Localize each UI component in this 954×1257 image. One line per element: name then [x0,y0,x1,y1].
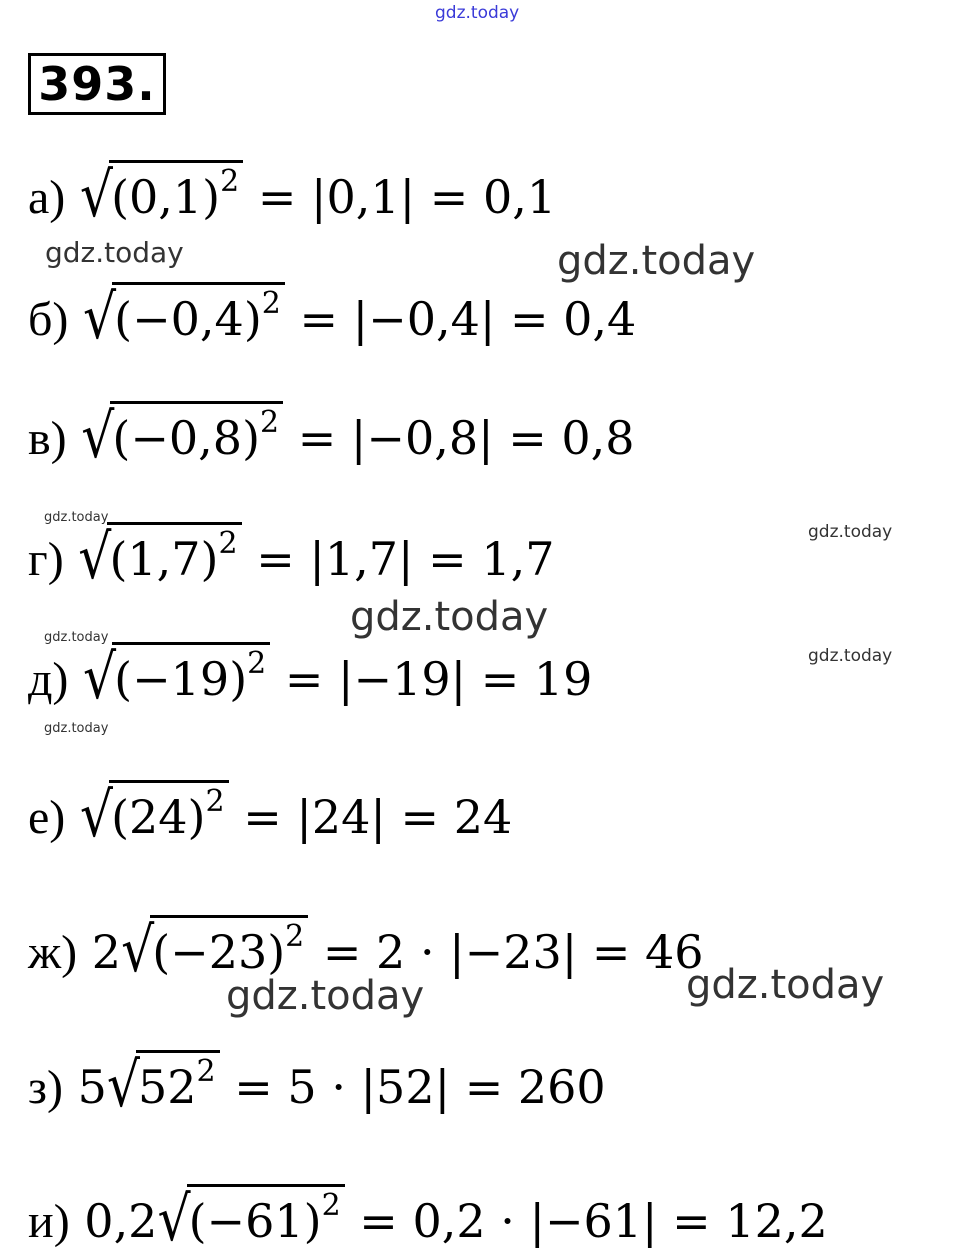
equation-rest: = 0,2 · |−61| = 12,2 [344,1194,828,1248]
sqrt-icon: √ [79,160,114,232]
equation-rest: = 2 · |−23| = 46 [308,925,704,979]
equation-rest: = |−0,8| = 0,8 [283,411,635,465]
item-label: е) [28,791,66,844]
radicand: $(-0,4)^2$ [112,282,285,342]
radicand: $(-61)^2$ [187,1184,345,1244]
watermark: gdz.today [44,721,109,736]
solution-line-d [28,522,555,594]
equation-rest: = |−0,4| = 0,4 [284,292,637,346]
solution-line-g [28,915,704,987]
equation-rest: = 5 · |52| = 260 [219,1060,606,1114]
item-label: и) [28,1195,70,1248]
watermark: gdz.today [44,510,109,525]
sqrt-icon: √ [157,1184,191,1256]
solution-line-e [28,642,593,714]
problem-number: 393. [28,53,166,115]
sqrt-icon: √ [83,282,117,354]
sqrt-icon: √ [121,915,155,987]
item-label: а) [28,171,66,224]
item-label: з) [28,1061,63,1114]
equation-rest: = |−19| = 19 [270,652,593,706]
coefficient: 2 [91,925,122,979]
radicand: $(-0,8)^2$ [110,401,283,461]
watermark: gdz.today [808,646,893,666]
solution-line-c [28,401,635,473]
solution-line-b [28,282,637,354]
solution-line-h [28,1050,606,1122]
radicand: $(0,1)^2$ [109,160,243,220]
equation-rest: = |1,7| = 1,7 [241,532,555,586]
sqrt-icon: √ [81,401,115,473]
watermark: gdz.today [45,236,184,269]
item-label: г) [28,533,64,586]
watermark: gdz.today [226,973,425,1019]
solution-line-f [28,780,513,852]
item-label: в) [28,412,67,465]
sqrt-icon: √ [78,522,112,594]
watermark: gdz.today [808,522,893,542]
radicand: $52^2$ [136,1050,220,1110]
item-label: ж) [28,926,78,979]
item-label: б) [28,293,69,346]
solution-line-i [28,1184,828,1256]
sqrt-icon: √ [106,1050,140,1122]
watermark: gdz.today [686,962,885,1008]
radicand: $(-23)^2$ [150,915,308,975]
radicand: $(24)^2$ [109,780,229,840]
equation-rest: = |24| = 24 [228,790,513,844]
watermark: gdz.today [557,238,756,284]
watermark: gdz.today [435,3,520,23]
solution-line-a [28,160,557,232]
radicand: $(-19)^2$ [112,642,270,702]
coefficient: 5 [77,1060,107,1114]
sqrt-icon: √ [79,780,114,852]
watermark: gdz.today [44,630,109,645]
item-label: д) [28,653,69,706]
watermark: gdz.today [350,594,549,640]
coefficient: 0,2 [84,1194,158,1248]
sqrt-icon: √ [83,642,117,714]
equation-rest: = |0,1| = 0,1 [243,170,557,224]
radicand: $(1,7)^2$ [107,522,241,582]
